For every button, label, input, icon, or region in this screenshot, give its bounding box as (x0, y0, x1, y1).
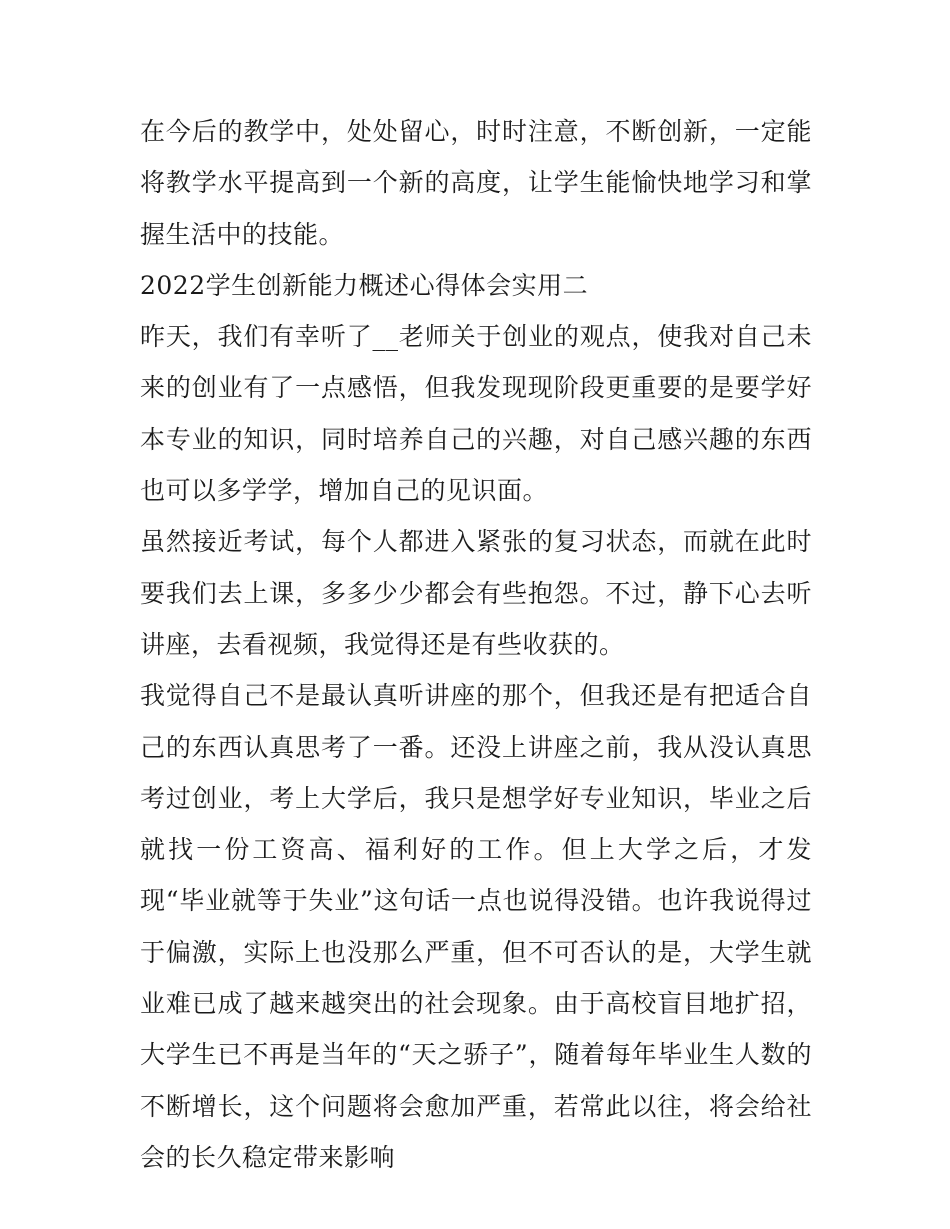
paragraph-exam: 虽然接近考试，每个人都进入紧张的复习状态，而就在此时要我们去上课，多多少少都会有些抱怨。不过，静下心去听讲座，去看视频，我觉得还是有些收获的。 (140, 527, 812, 659)
section-heading: 2022学生创新能力概述心得体会实用二 (140, 270, 589, 300)
paragraph-yesterday: 昨天，我们有幸听了__老师关于创业的观点，使我对自己未来的创业有了一点感悟，但我发现现阶段更重要的是要学好本专业的知识，同时培养自己的兴趣，对自己感兴趣的东西也可以多学学，增加自己的见识面。 (140, 322, 812, 506)
paragraph-intro: 在今后的教学中，处处留心，时时注意，不断创新，一定能将教学水平提高到一个新的高度，让学生能愉快地学习和掌握生活中的技能。 (140, 117, 812, 249)
paragraph-reflection: 我觉得自己不是最认真听讲座的那个，但我还是有把适合自己的东西认真思考了一番。还没上讲座之前，我从没认真思考过创业，考上大学后，我只是想学好专业知识，毕业之后就找一份工资高、福利好的工作。但上大学之后，才发现“毕业就等于失业”这句话一点也说得没错。也许我说得过于偏激，实际上也没那么严重，但不可否认的是，大学生就业难已成了越来越突出的社会现象。由于高校盲目地扩招，大学生已不再是当年的“天之骄子”，随着每年毕业生人数的不断增长，这个问题将会愈加严重，若常此以往，将会给社会的长久稳定带来影响 (140, 681, 812, 1172)
document-body (140, 106, 812, 1183)
